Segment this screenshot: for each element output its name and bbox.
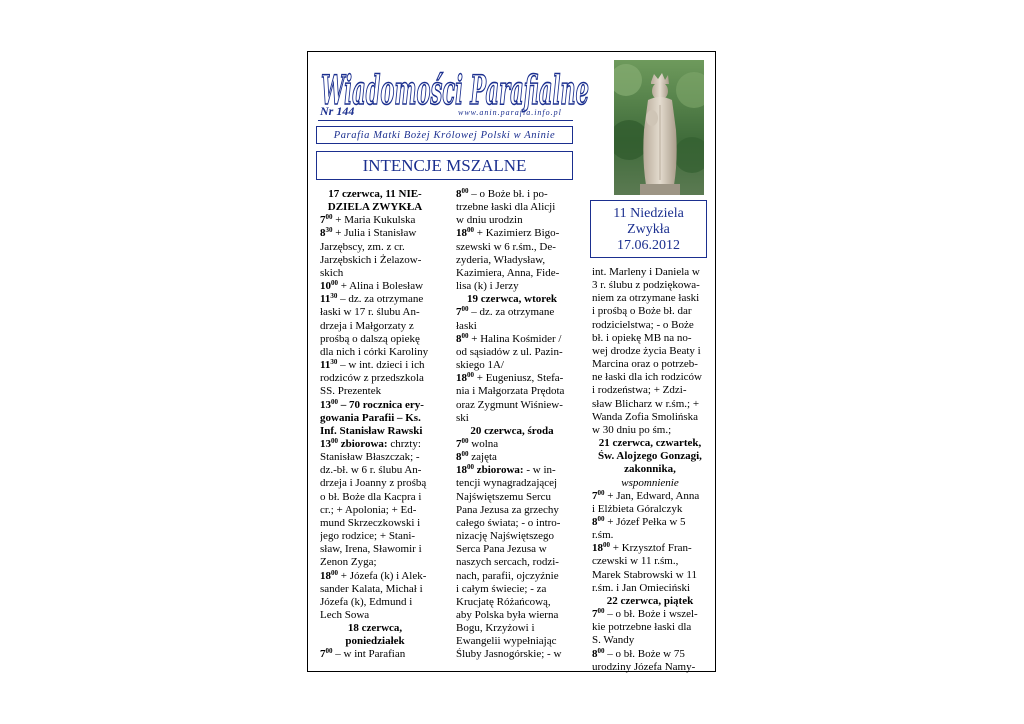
intention-text: Jarzębskich i Żelazow- xyxy=(320,253,422,266)
intention-text: r.śm. i Jan Omieciński xyxy=(592,581,691,594)
intention-text: Inf. Stanisław Rawski xyxy=(320,424,423,437)
intention-line xyxy=(456,201,568,214)
intention-line xyxy=(592,490,708,503)
intention-line xyxy=(320,451,430,464)
intention-text: dla nich i córki Karoliny xyxy=(320,345,429,358)
intention-line xyxy=(592,305,708,318)
intention-text: nizację Najświętszego xyxy=(456,530,555,543)
mass-minutes: 00 xyxy=(331,437,338,445)
intention-line xyxy=(592,542,708,555)
intention-line xyxy=(592,569,708,582)
intention-line xyxy=(592,516,708,529)
intention-line xyxy=(456,477,568,490)
intention-text: wej drodze życia Beaty i xyxy=(592,344,701,357)
intention-line xyxy=(592,292,708,305)
intention-text: niem za otrzymane łaski xyxy=(592,292,700,305)
mass-minutes: 00 xyxy=(325,214,333,222)
intention-text: bł. i opiekę MB na no- xyxy=(592,331,692,344)
intention-line xyxy=(456,556,568,569)
intention-text: gowania Parafii – Ks. xyxy=(320,411,421,424)
intention-line xyxy=(456,227,568,240)
intention-line xyxy=(320,556,430,569)
intention-text: o bł. Boże dla Kacpra i xyxy=(320,490,422,503)
mass-hour: $13^{00}$ xyxy=(320,398,338,411)
mass-minutes: 00 xyxy=(461,451,469,459)
intention-line xyxy=(456,596,568,609)
intention-line xyxy=(592,411,708,424)
intention-text: + Józef Pełka w 5 xyxy=(604,515,686,528)
intention-line xyxy=(456,280,568,293)
intention-line xyxy=(320,477,430,490)
intention-text: Józefa (k), Edmund i xyxy=(320,595,413,608)
mass-hour: $8^{30}$ xyxy=(320,227,333,240)
intention-text: Krucjatę Różańcową, xyxy=(456,595,551,608)
intention-text: prośbą o dalszą opiekę xyxy=(320,332,420,345)
intention-text: zbiorowa: chrzty: xyxy=(338,437,421,450)
intention-text: Bogu, Krzyżowi i xyxy=(456,622,535,635)
intention-line xyxy=(456,372,568,385)
intention-line xyxy=(592,661,708,674)
mass-hour: $13^{00}$ xyxy=(320,437,338,450)
intention-text: w dniu urodzin xyxy=(456,214,523,227)
intention-line xyxy=(592,555,708,568)
intention-line xyxy=(320,293,430,306)
intention-line xyxy=(592,477,708,490)
intention-text: + Halina Kośmider / xyxy=(468,332,562,345)
mass-hour: $18^{00}$ xyxy=(592,542,610,555)
intention-text: Pana Jezusa za grzechy xyxy=(456,503,559,516)
intention-line xyxy=(456,320,568,333)
mass-minutes: 00 xyxy=(597,608,605,616)
mass-hour: $7^{00}$ xyxy=(320,214,333,227)
intention-line xyxy=(456,267,568,280)
mass-minutes: 00 xyxy=(331,280,338,288)
intention-text: Marcina oraz o potrzeb- xyxy=(592,358,698,371)
intention-line xyxy=(320,333,430,346)
mass-minutes: 00 xyxy=(461,332,469,340)
intention-line xyxy=(320,385,430,398)
intention-line xyxy=(456,385,568,398)
intention-line xyxy=(456,583,568,596)
intention-text: całego świata; - o intro- xyxy=(456,516,561,529)
intention-line xyxy=(592,503,708,516)
mass-minutes: 00 xyxy=(597,489,605,497)
intention-line xyxy=(320,438,430,451)
intention-text: Marek Stabrowski w 11 xyxy=(592,568,697,581)
intention-line xyxy=(320,570,430,583)
intention-line xyxy=(320,267,430,280)
intention-text: oraz Zygmunt Wiśniew- xyxy=(456,398,563,411)
intentions-column-2 xyxy=(456,188,568,662)
intention-line xyxy=(320,491,430,504)
intention-text: tencji wynagradzającej xyxy=(456,477,558,490)
mass-hour: $18^{00}$ xyxy=(456,464,474,477)
intention-line xyxy=(456,570,568,583)
intention-line xyxy=(320,596,430,609)
intention-text: SS. Prezentek xyxy=(320,385,382,398)
intention-text: + Julia i Stanisław xyxy=(332,227,417,240)
intention-text: DZIELA ZWYKŁA xyxy=(327,201,423,214)
intention-line xyxy=(456,648,568,661)
intention-line xyxy=(592,279,708,292)
intention-line xyxy=(456,293,568,306)
intention-text: S. Wandy xyxy=(592,634,635,647)
intention-text: od sąsiadów z ul. Pazin- xyxy=(456,345,563,358)
intention-text: – 70 rocznica ery- xyxy=(338,398,424,411)
intention-text: w 30 dniu po śm.; xyxy=(592,423,672,436)
intention-text: cr.; + Apolonia; + Ed- xyxy=(320,503,417,516)
intention-text: kie potrzebne łaski dla xyxy=(592,621,692,634)
intention-line xyxy=(456,412,568,425)
mass-minutes: 00 xyxy=(467,464,474,472)
mass-minutes: 00 xyxy=(603,542,610,550)
intention-line xyxy=(456,306,568,319)
intention-text: Najświętszemu Sercu xyxy=(456,490,551,503)
mass-minutes: 00 xyxy=(467,227,474,235)
intention-line xyxy=(456,214,568,227)
intention-text: sław Blicharz w r.śm.; + xyxy=(592,397,700,410)
intention-text: + Alina i Bolesław xyxy=(338,280,424,293)
sunday-box xyxy=(590,200,707,258)
intention-text: nach, parafii, ojczyźnie xyxy=(456,569,559,582)
intention-text: naszych sercach, rodzi- xyxy=(456,556,559,569)
intention-text: Jarzębscy, zm. z cr. xyxy=(320,240,405,253)
intention-line xyxy=(592,634,708,647)
intention-line xyxy=(592,648,708,661)
intention-line xyxy=(592,463,708,476)
intention-text: + Maria Kukulska xyxy=(332,214,416,227)
intention-line xyxy=(456,491,568,504)
mass-hour: $7^{00}$ xyxy=(320,648,333,661)
intention-line xyxy=(320,346,430,359)
intention-text: zajęta xyxy=(468,451,497,464)
intention-text: int. Marleny i Daniela w xyxy=(592,266,700,278)
intention-line xyxy=(320,412,430,425)
intention-line xyxy=(320,306,430,319)
statue-image xyxy=(614,60,704,195)
mass-minutes: 00 xyxy=(331,398,338,406)
intention-line xyxy=(320,635,430,648)
intention-text: drzeja i Joanny z prośbą xyxy=(320,477,427,490)
mass-minutes: 00 xyxy=(461,437,469,445)
intention-text: aby Polska była wierna xyxy=(456,609,559,621)
newsletter-page xyxy=(307,51,716,672)
intention-text: – o bł. Boże w 75 xyxy=(604,647,685,660)
intention-line xyxy=(592,437,708,450)
intention-text: łaski xyxy=(456,319,477,332)
intention-line xyxy=(592,384,708,397)
mass-hour: $18^{00}$ xyxy=(456,227,474,240)
intention-text: + Józefa (k) i Alek- xyxy=(338,569,427,582)
intention-line xyxy=(320,241,430,254)
intention-text: ne łaski dla ich rodziców xyxy=(592,371,702,384)
intention-text: Śluby Jasnogórskie; - w xyxy=(456,648,562,661)
intention-line xyxy=(320,188,430,201)
intention-text: – dz. za otrzymane xyxy=(468,306,555,319)
intention-line xyxy=(456,543,568,556)
mass-minutes: 00 xyxy=(597,515,605,523)
intention-line xyxy=(456,451,568,464)
intention-text: szewski w 6 r.śm., De- xyxy=(456,240,556,253)
mass-hour: $11^{30}$ xyxy=(320,293,338,306)
intention-text: Wanda Zofia Smolińska xyxy=(592,410,699,423)
intention-line xyxy=(456,622,568,635)
intention-line xyxy=(592,621,708,634)
intention-line xyxy=(592,266,708,279)
intention-line xyxy=(456,609,568,622)
intention-line xyxy=(320,280,430,293)
intention-line xyxy=(456,333,568,346)
intention-line xyxy=(320,254,430,267)
intention-line xyxy=(320,622,430,635)
intention-text: sander Kalata, Michał i xyxy=(320,582,423,595)
intention-line xyxy=(592,398,708,411)
mass-hour: $11^{30}$ xyxy=(320,359,338,372)
intention-text: zbiorowa: - w in- xyxy=(474,464,556,477)
intention-line xyxy=(592,358,708,371)
mass-minutes: 00 xyxy=(461,188,469,195)
intention-text: skiego 1A/ xyxy=(456,359,504,372)
mass-hour: $18^{00}$ xyxy=(456,372,474,385)
mass-hour: $8^{00}$ xyxy=(592,515,605,528)
intention-line xyxy=(320,504,430,517)
intention-text: poniedziałek xyxy=(345,635,405,648)
intention-text: rodzicielstwa; - o Boże xyxy=(592,318,694,331)
intention-text: Zenon Zyga; xyxy=(320,556,377,569)
intention-line xyxy=(456,517,568,530)
mass-minutes: 00 xyxy=(331,569,338,577)
intention-line xyxy=(456,188,568,201)
mass-hour: $7^{00}$ xyxy=(592,489,605,502)
intention-line xyxy=(456,399,568,412)
intention-line xyxy=(320,214,430,227)
intentions-column-1 xyxy=(320,188,430,662)
intention-line xyxy=(456,359,568,372)
intention-text: lisa (k) i Jerzy xyxy=(456,280,519,293)
intention-text: nia i Małgorzata Prędota xyxy=(456,385,565,398)
intention-text: ski xyxy=(456,411,469,424)
intention-text: 21 czerwca, czwartek, xyxy=(598,437,702,450)
intention-text: 17 czerwca, 11 NIE- xyxy=(328,188,422,200)
intention-text: Kazimiera, Anna, Fide- xyxy=(456,266,560,279)
mass-minutes: 00 xyxy=(597,647,605,655)
intention-line xyxy=(592,450,708,463)
intention-text: + Kazimierz Bigo- xyxy=(474,227,560,240)
intention-line xyxy=(592,345,708,358)
intention-line xyxy=(456,504,568,517)
mass-minutes: 00 xyxy=(325,648,333,656)
intentions-column-3 xyxy=(592,266,708,674)
intention-text: 19 czerwca, wtorek xyxy=(467,293,557,306)
intention-line xyxy=(592,424,708,437)
intention-line xyxy=(456,346,568,359)
intention-text: – o Boże bł. i po- xyxy=(468,188,548,200)
intention-line xyxy=(320,464,430,477)
intention-text: i całym świecie; - za xyxy=(456,582,547,595)
intention-line xyxy=(320,399,430,412)
intention-line xyxy=(456,438,568,451)
intention-text: wolna xyxy=(468,437,499,450)
mass-hour: $8^{00}$ xyxy=(456,332,469,345)
intention-line xyxy=(320,517,430,530)
intention-line xyxy=(592,529,708,542)
intention-text: – o bł. Boże i wszel- xyxy=(604,608,698,621)
intention-text: sław, Irena, Sławomir i xyxy=(320,543,422,556)
intention-text: i rodzeństwa; + Zdzi- xyxy=(592,384,687,397)
intention-line xyxy=(320,320,430,333)
intention-text: i Elżbieta Góralczyk xyxy=(592,502,683,515)
intention-text: czewski w 11 r.śm., xyxy=(592,555,679,568)
mass-hour: $8^{00}$ xyxy=(456,451,469,464)
intention-line xyxy=(592,332,708,345)
intention-line xyxy=(592,595,708,608)
mass-minutes: 30 xyxy=(330,293,338,301)
sunday-line-1: 11 Niedziela xyxy=(613,206,684,221)
intention-line xyxy=(320,227,430,240)
intention-text: 18 czerwca, xyxy=(347,622,403,635)
intention-line xyxy=(320,609,430,622)
intention-line xyxy=(320,372,430,385)
intention-line xyxy=(320,530,430,543)
mass-hour: $7^{00}$ xyxy=(592,608,605,621)
intention-text: mund Skrzeczkowski i xyxy=(320,516,421,529)
intention-text: Stanisław Błaszczak; - xyxy=(320,451,420,464)
mass-minutes: 30 xyxy=(330,359,338,367)
intention-line xyxy=(592,582,708,595)
section-title: INTENCJE MSZALNE xyxy=(316,151,573,180)
intention-line xyxy=(320,425,430,438)
intention-text: Ewangelii wypełniając xyxy=(456,635,557,648)
sunday-date: 17.06.2012 xyxy=(617,238,680,253)
intention-text: urodziny Józefa Namy- xyxy=(592,660,696,673)
intention-text: trzebne łaski dla Alicji xyxy=(456,201,556,214)
intention-line xyxy=(456,425,568,438)
mass-minutes: 00 xyxy=(467,372,474,380)
intention-text: + Jan, Edward, Anna xyxy=(604,489,700,502)
intention-text: 22 czerwca, piątek xyxy=(606,594,694,607)
intention-text: i prośbą o Boże bł. dar xyxy=(592,305,692,318)
intention-text: – w int Parafian xyxy=(332,648,406,661)
intention-line xyxy=(592,608,708,621)
intention-line xyxy=(456,635,568,648)
mass-minutes: 30 xyxy=(325,227,333,235)
intention-line xyxy=(456,464,568,477)
sunday-line-2: Zwykła xyxy=(627,222,670,237)
mass-hour: $10^{00}$ xyxy=(320,280,338,293)
intention-text: dz.-bł. w 6 r. ślubu An- xyxy=(320,464,422,477)
intention-text: r.śm. xyxy=(592,529,614,542)
intention-text: + Krzysztof Fran- xyxy=(610,542,692,555)
intention-text: jego rodzice; + Stani- xyxy=(320,530,416,543)
masthead-title-text: Wiadomości Parafialne xyxy=(321,67,589,114)
intention-line xyxy=(320,543,430,556)
intention-text: skich xyxy=(320,266,344,279)
intention-text: zyderia, Władysław, xyxy=(456,253,546,266)
intention-text: + Eugeniusz, Stefa- xyxy=(474,372,564,385)
mass-hour: $8^{00}$ xyxy=(456,188,469,200)
website-url[interactable]: www.anin.parafia.info.pl xyxy=(458,108,562,117)
intention-line xyxy=(320,583,430,596)
parish-name: Parafia Matki Bożej Królowej Polski w Aninie xyxy=(316,126,573,144)
divider xyxy=(318,120,573,121)
mass-hour: $7^{00}$ xyxy=(456,306,469,319)
intention-text: Lech Sowa xyxy=(320,609,370,621)
intention-text: 20 czerwca, środa xyxy=(470,424,554,437)
issue-number: Nr 144 xyxy=(320,104,355,118)
intention-text: zakonnika, xyxy=(624,463,676,476)
intention-line xyxy=(456,254,568,267)
intention-line xyxy=(320,359,430,372)
intention-text: – w int. dzieci i ich xyxy=(337,359,425,372)
mass-minutes: 00 xyxy=(461,306,469,314)
intention-line xyxy=(456,241,568,254)
intention-line xyxy=(592,371,708,384)
intention-line xyxy=(320,201,430,214)
mass-hour: $8^{00}$ xyxy=(592,647,605,660)
intention-line xyxy=(592,319,708,332)
intention-text: łaski w 17 r. ślubu An- xyxy=(320,306,420,319)
intention-text: drzeja i Małgorzaty z xyxy=(320,319,414,332)
intention-text: rodziców z przedszkola xyxy=(320,372,424,385)
intention-text: – dz. za otrzymane xyxy=(337,293,424,306)
intention-text: 3 r. ślubu z podziękowa- xyxy=(592,279,700,292)
intention-text: Serca Pana Jezusa w xyxy=(456,543,547,556)
intention-line xyxy=(320,648,430,661)
statue-photo xyxy=(614,60,704,195)
intention-text: Św. Alojzego Gonzagi, xyxy=(598,450,702,463)
intention-text: wspomnienie xyxy=(621,476,679,489)
mass-hour: $18^{00}$ xyxy=(320,569,338,582)
mass-hour: $7^{00}$ xyxy=(456,437,469,450)
intention-line xyxy=(456,530,568,543)
